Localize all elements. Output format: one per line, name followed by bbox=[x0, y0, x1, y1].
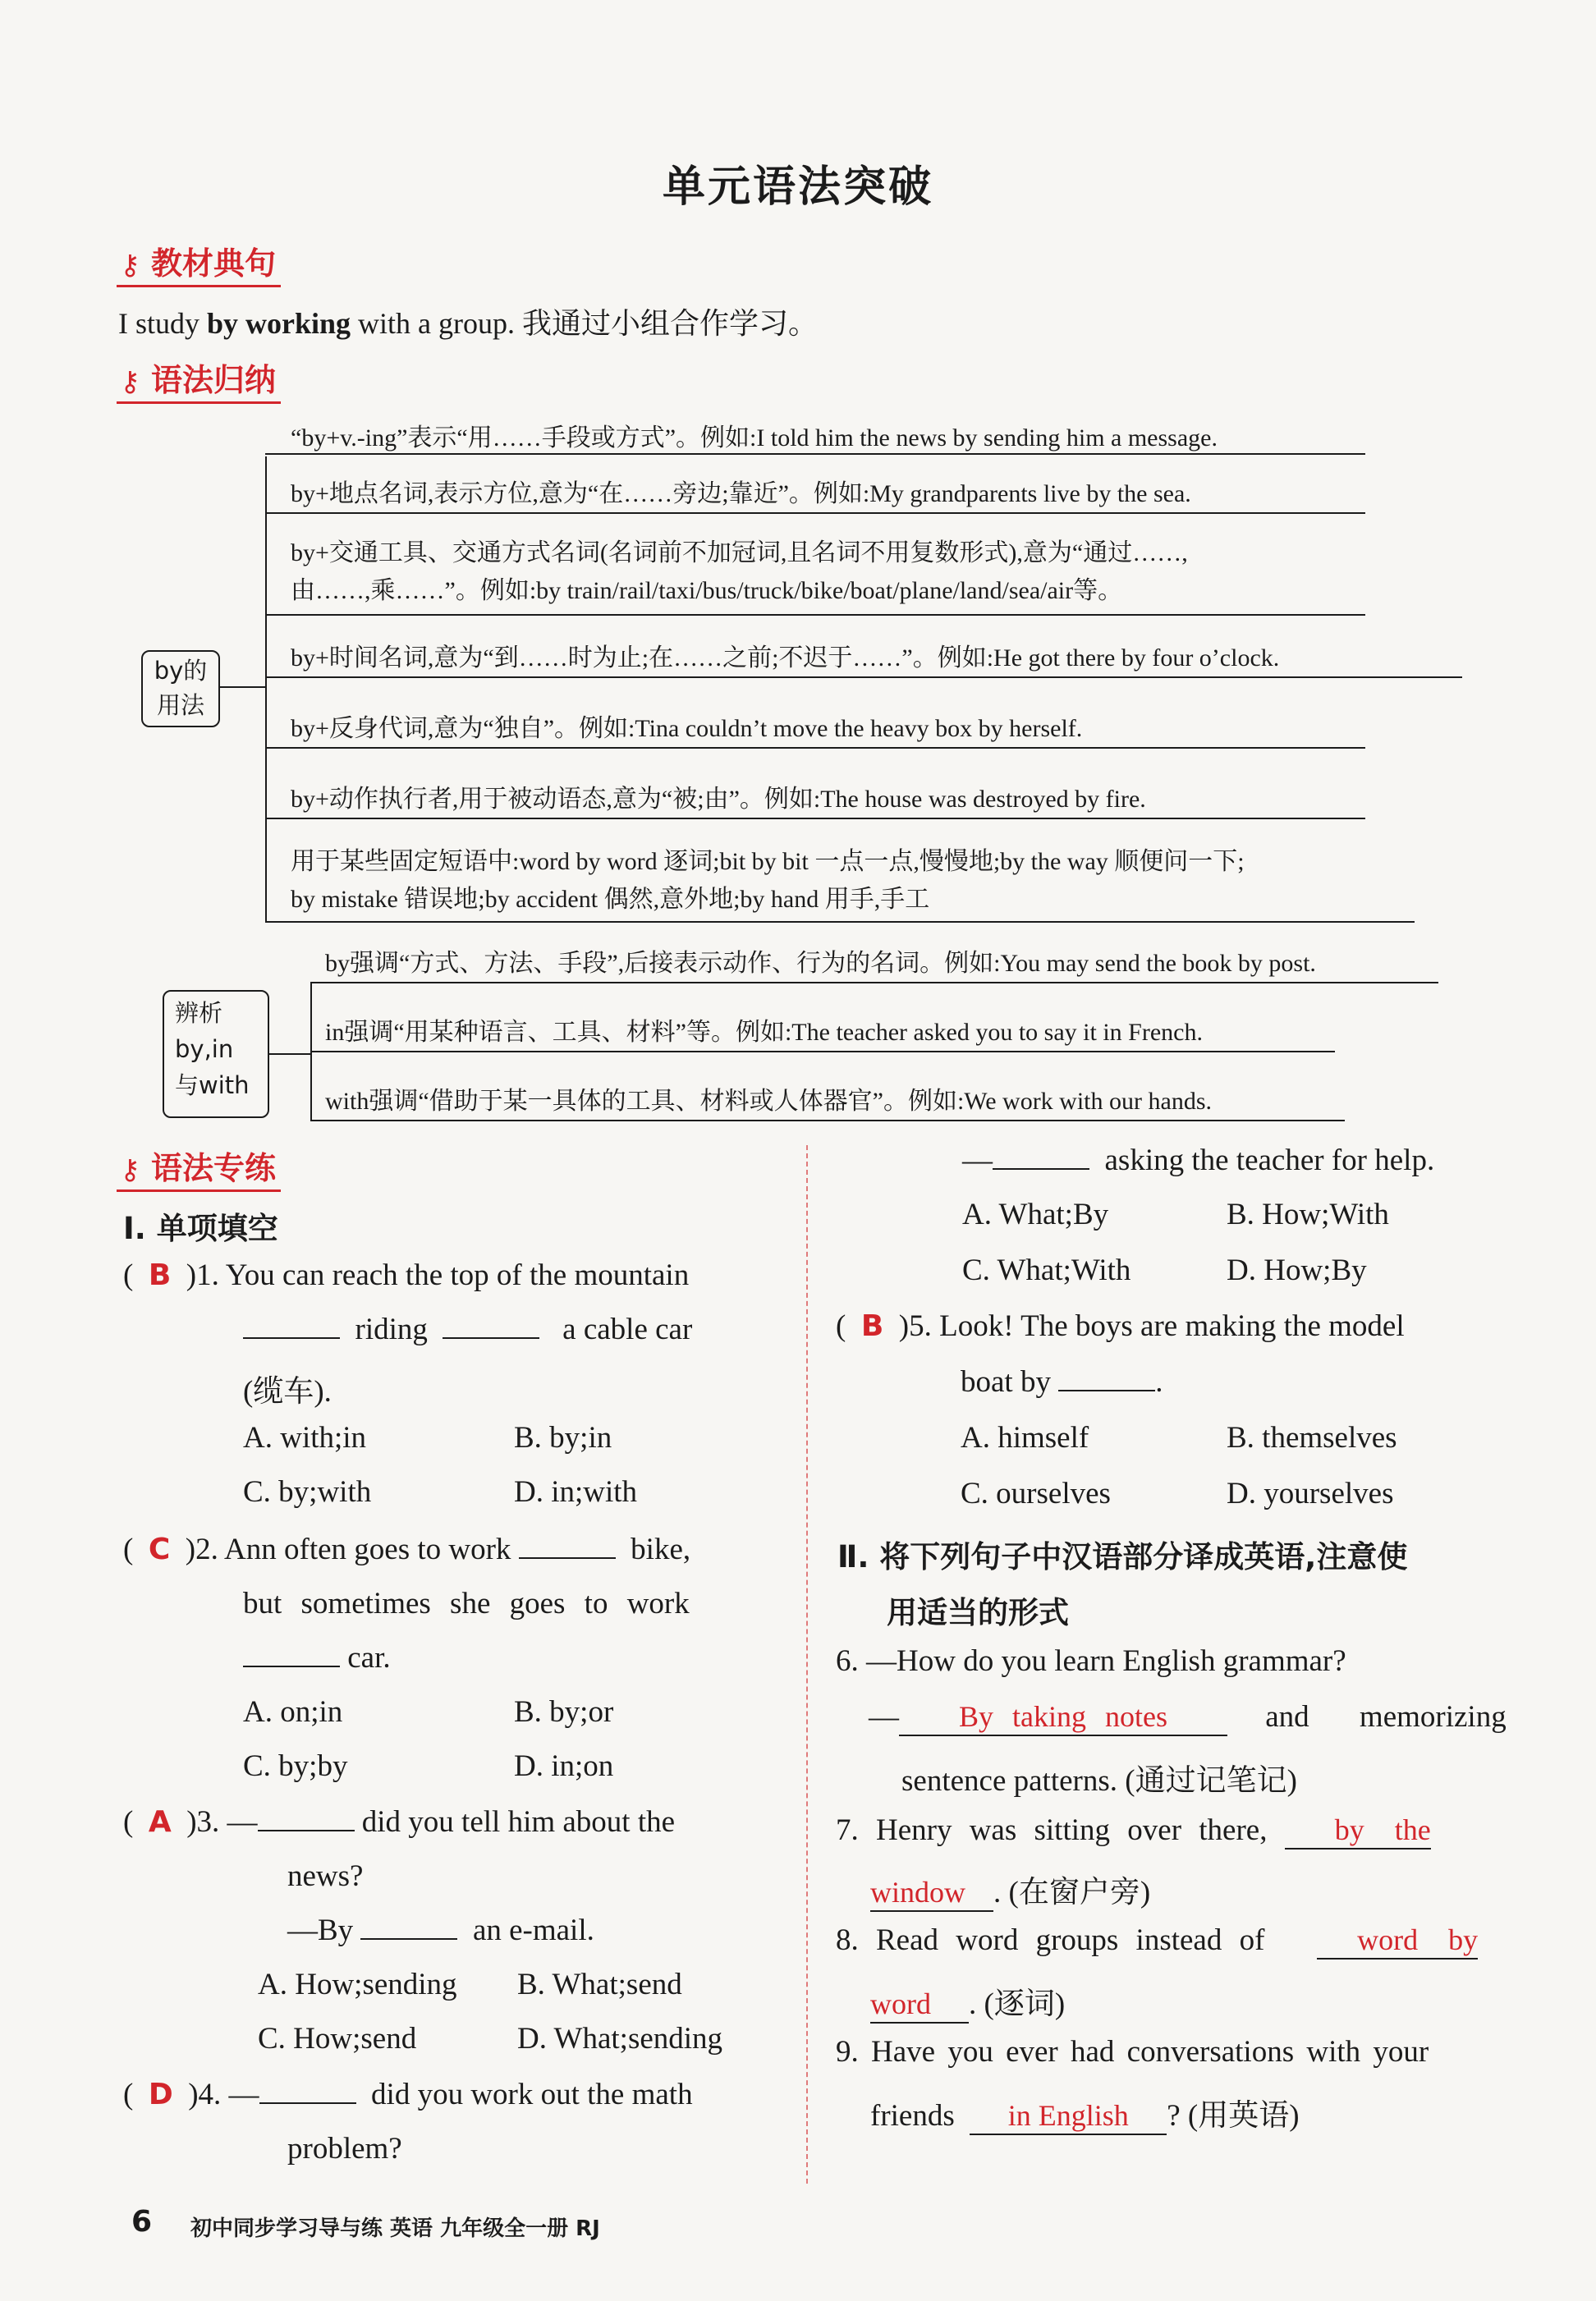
question-2: ( C )2. Ann often goes to work bike, bbox=[123, 1533, 691, 1566]
compare-in: in强调“用某种语言、工具、材料”等。例如:The teacher asked you to say it in French. bbox=[325, 1019, 1203, 1046]
compare-by: by强调“方式、方法、手段”,后接表示动作、行为的名词。例如:You may send the book by post. bbox=[325, 950, 1316, 977]
sentence-pre: I study bbox=[118, 307, 207, 340]
q5-num: )5. bbox=[898, 1309, 940, 1343]
q1-line3: (缆车). bbox=[243, 1375, 332, 1409]
q4-option-c: C. What;With bbox=[962, 1254, 1131, 1287]
q1-line2 bbox=[243, 1312, 692, 1347]
q4-line1: did you work out the math bbox=[371, 2078, 693, 2111]
q8-text-b: . (逐词) bbox=[969, 1987, 1066, 2021]
usage-underline bbox=[265, 818, 1365, 819]
q6-fill: By taking notes bbox=[959, 1700, 1167, 1733]
q6-dash: — bbox=[869, 1700, 899, 1734]
q7-text-b: . (在窗户旁) bbox=[993, 1876, 1151, 1909]
q2-text-b: bike, bbox=[631, 1533, 691, 1566]
q1-line1: You can reach the top of the mountain bbox=[225, 1258, 690, 1292]
q2-option-d: D. in;on bbox=[514, 1749, 614, 1783]
part2-title-line1: Ⅱ. 将下列句子中汉语部分译成英语,注意使 bbox=[837, 1539, 1408, 1574]
q5-period: . bbox=[1155, 1365, 1163, 1399]
compare-stem bbox=[269, 1053, 310, 1055]
q7-fill-blank-2 bbox=[870, 1875, 993, 1912]
q3-option-c: C. How;send bbox=[258, 2022, 417, 2056]
q3-line3 bbox=[287, 1913, 594, 1948]
q6-line1: 6. —How do you learn English grammar? bbox=[836, 1644, 1346, 1678]
q1-option-d: D. in;with bbox=[514, 1475, 638, 1509]
usage-underline bbox=[265, 614, 1365, 616]
blank bbox=[993, 1168, 1089, 1170]
q9-line1: 9. Have you ever had conversations with your bbox=[836, 2035, 1429, 2069]
q2-num: )2. bbox=[185, 1533, 225, 1566]
q2-text-a: Ann often goes to work bbox=[224, 1533, 511, 1566]
q5-option-a: A. himself bbox=[961, 1421, 1089, 1455]
q9-text-b: ? (用英语) bbox=[1167, 2099, 1300, 2133]
q6-line3: sentence patterns. (通过记笔记) bbox=[901, 1764, 1297, 1798]
section-textbook-heading bbox=[117, 238, 281, 287]
usage-underline bbox=[265, 747, 1365, 749]
usage-underline bbox=[265, 921, 1415, 923]
q7-fill-1: by the bbox=[1334, 1813, 1431, 1846]
q7-line2 bbox=[870, 1867, 1150, 1912]
footer-text: 初中同步学习导与练 英语 九年级全一册 RJ bbox=[190, 2216, 600, 2241]
q6-text-b: and memorizing bbox=[1265, 1700, 1507, 1734]
q5-option-c: C. ourselves bbox=[961, 1477, 1111, 1510]
q1-option-b: B. by;in bbox=[514, 1421, 612, 1455]
q5-option-d: D. yourselves bbox=[1227, 1477, 1394, 1510]
part2-title-line2: 用适当的形式 bbox=[887, 1595, 1069, 1630]
compare-box bbox=[163, 990, 269, 1118]
q3-option-a: A. How;sending bbox=[258, 1968, 457, 2001]
q2-line3 bbox=[243, 1640, 391, 1675]
q9-line2 bbox=[870, 2090, 1300, 2135]
by-usage-box-label: by的用法 bbox=[154, 657, 208, 719]
section-summary-heading bbox=[117, 355, 281, 404]
q1-text-a: riding bbox=[355, 1313, 428, 1346]
q4-dash: — bbox=[962, 1144, 993, 1177]
q5-text-a: boat by bbox=[961, 1365, 1051, 1399]
key-icon: ⚷ bbox=[120, 365, 140, 398]
q3-num: )3. — bbox=[186, 1805, 258, 1839]
q8-fill-blank-2 bbox=[870, 1987, 969, 2024]
blank bbox=[1058, 1390, 1155, 1391]
key-icon: ⚷ bbox=[120, 249, 140, 282]
q4-option-b: B. How;With bbox=[1227, 1198, 1389, 1231]
q8-fill-1: word by bbox=[1357, 1923, 1479, 1956]
compare-underline bbox=[310, 1051, 1335, 1052]
compare-underline bbox=[310, 1120, 1345, 1121]
q1-text-b: a cable car bbox=[562, 1313, 693, 1346]
by-usage-box bbox=[141, 650, 220, 727]
q1-option-c: C. by;with bbox=[243, 1475, 372, 1509]
blank bbox=[259, 2102, 356, 2104]
sentence-post: with a group. 我通过小组合作学习。 bbox=[351, 307, 819, 340]
blank bbox=[443, 1337, 539, 1339]
q7-text: 7. Henry was sitting over there, bbox=[836, 1813, 1268, 1847]
q2-option-c: C. by;by bbox=[243, 1749, 348, 1783]
compare-with: with强调“借助于某一具体的工具、材料或人体器官”。例如:We work with our hands. bbox=[325, 1088, 1212, 1115]
by-usage-3a: by+交通工具、交通方式名词(名词前不加冠词,且名词不用复数形式),意为“通过……, bbox=[291, 539, 1188, 566]
question-5: ( B )5. Look! The boys are making the model bbox=[836, 1309, 1405, 1343]
q6-line2 bbox=[869, 1699, 1507, 1736]
section-textbook-label: 教材典句 bbox=[151, 245, 277, 282]
q9-fill-blank bbox=[970, 2098, 1167, 2135]
q5-line2 bbox=[961, 1364, 1163, 1400]
q4-option-d: D. How;By bbox=[1227, 1254, 1367, 1287]
q2-option-a: A. on;in bbox=[243, 1695, 343, 1729]
blank bbox=[258, 1830, 355, 1831]
answer-1: B bbox=[148, 1258, 172, 1292]
section-summary-label: 语法归纳 bbox=[151, 362, 277, 398]
by-usage-1: “by+v.-ing”表示“用……手段或方式”。例如:I told him the news by sending him a message. bbox=[291, 424, 1218, 451]
sentence-bold: by working bbox=[207, 307, 351, 340]
q7-fill-2: window bbox=[870, 1876, 965, 1909]
q3-option-b: B. What;send bbox=[517, 1968, 682, 2001]
blank bbox=[519, 1557, 616, 1559]
by-usage-7b: by mistake 错误地;by accident 偶然,意外地;by hand 用手,手工 bbox=[291, 886, 930, 913]
part1-title: Ⅰ. 单项填空 bbox=[123, 1211, 278, 1246]
q3-text-b: an e-mail. bbox=[472, 1914, 594, 1947]
blank bbox=[360, 1938, 457, 1940]
answer-5: B bbox=[860, 1309, 884, 1343]
q1-option-a: A. with;in bbox=[243, 1421, 367, 1455]
section-practice-heading bbox=[117, 1143, 281, 1192]
usage-underline bbox=[265, 512, 1365, 514]
q3-option-d: D. What;sending bbox=[517, 2022, 723, 2056]
q5-option-b: B. themselves bbox=[1227, 1421, 1397, 1455]
question-1: ( B )1. You can reach the top of the mountain bbox=[123, 1258, 690, 1292]
q2-option-b: B. by;or bbox=[514, 1695, 614, 1729]
usage-underline bbox=[265, 453, 1365, 455]
column-divider bbox=[806, 1145, 808, 2184]
answer-4: D bbox=[148, 2078, 173, 2111]
q1-num: )1. bbox=[186, 1258, 226, 1292]
q9-fill: in English bbox=[1007, 2099, 1129, 2132]
q4-text-b: asking the teacher for help. bbox=[1104, 1144, 1435, 1177]
by-usage-2: by+地点名词,表示方位,意为“在……旁边;靠近”。例如:My grandparents live by the sea. bbox=[291, 480, 1191, 507]
question-3: ( A )3. — did you tell him about the bbox=[123, 1805, 676, 1839]
q8-fill-2: word bbox=[870, 1987, 931, 2020]
question-4: ( D )4. — did you work out the math bbox=[123, 2078, 693, 2111]
answer-2: C bbox=[148, 1533, 171, 1566]
q7-line1 bbox=[836, 1813, 1431, 1850]
blank bbox=[243, 1666, 340, 1667]
q4-line2: problem? bbox=[287, 2132, 402, 2166]
page-title: 单元语法突破 bbox=[662, 163, 933, 212]
q8-fill-blank-1 bbox=[1317, 1923, 1478, 1960]
q8-line1 bbox=[836, 1923, 1478, 1960]
q3-line1: did you tell him about the bbox=[361, 1805, 676, 1839]
q4-line3 bbox=[962, 1143, 1434, 1178]
tree-trunk bbox=[265, 456, 267, 921]
key-icon: ⚷ bbox=[120, 1153, 140, 1186]
q6-fill-blank bbox=[899, 1699, 1227, 1736]
q5-line1: Look! The boys are making the model bbox=[939, 1309, 1405, 1343]
blank bbox=[243, 1337, 340, 1339]
by-usage-7a: 用于某些固定短语中:word by word 逐词;bit by bit 一点一点,慢慢地;by the way 顺便问一下; bbox=[291, 848, 1245, 875]
q7-fill-blank-1 bbox=[1285, 1813, 1431, 1850]
q4-option-a: A. What;By bbox=[962, 1198, 1109, 1231]
answer-3: A bbox=[148, 1805, 172, 1839]
q4-num: )4. — bbox=[188, 2078, 259, 2111]
by-usage-5: by+反身代词,意为“独自”。例如:Tina couldn’t move the heavy box by herself. bbox=[291, 715, 1083, 742]
by-usage-3b: 由……,乘……”。例如:by train/rail/taxi/bus/truck/bike/boat/plane/land/sea/air等。 bbox=[291, 577, 1123, 604]
textbook-sentence bbox=[118, 300, 818, 342]
usage-underline bbox=[265, 676, 1462, 678]
q9-text-a: friends bbox=[870, 2099, 955, 2133]
page-number: 6 bbox=[131, 2205, 153, 2239]
q3-line2: news? bbox=[287, 1859, 364, 1893]
q2-text-c: car. bbox=[347, 1641, 391, 1675]
q2-line2: but sometimes she goes to work bbox=[243, 1587, 690, 1620]
by-usage-6: by+动作执行者,用于被动语态,意为“被;由”。例如:The house was destroyed by fire. bbox=[291, 786, 1146, 813]
by-usage-4: by+时间名词,意为“到……时为止;在……之前;不迟于……”。例如:He got there by four o’clock. bbox=[291, 644, 1280, 672]
section-practice-label: 语法专练 bbox=[151, 1150, 277, 1186]
q8-text: 8. Read word groups instead of bbox=[836, 1923, 1265, 1957]
tree-stem bbox=[220, 686, 265, 688]
compare-box-label: 辨析by,in与with bbox=[175, 999, 250, 1099]
q8-line2 bbox=[870, 1978, 1065, 2024]
q3-text-a: —By bbox=[287, 1914, 354, 1947]
compare-underline bbox=[310, 982, 1438, 983]
